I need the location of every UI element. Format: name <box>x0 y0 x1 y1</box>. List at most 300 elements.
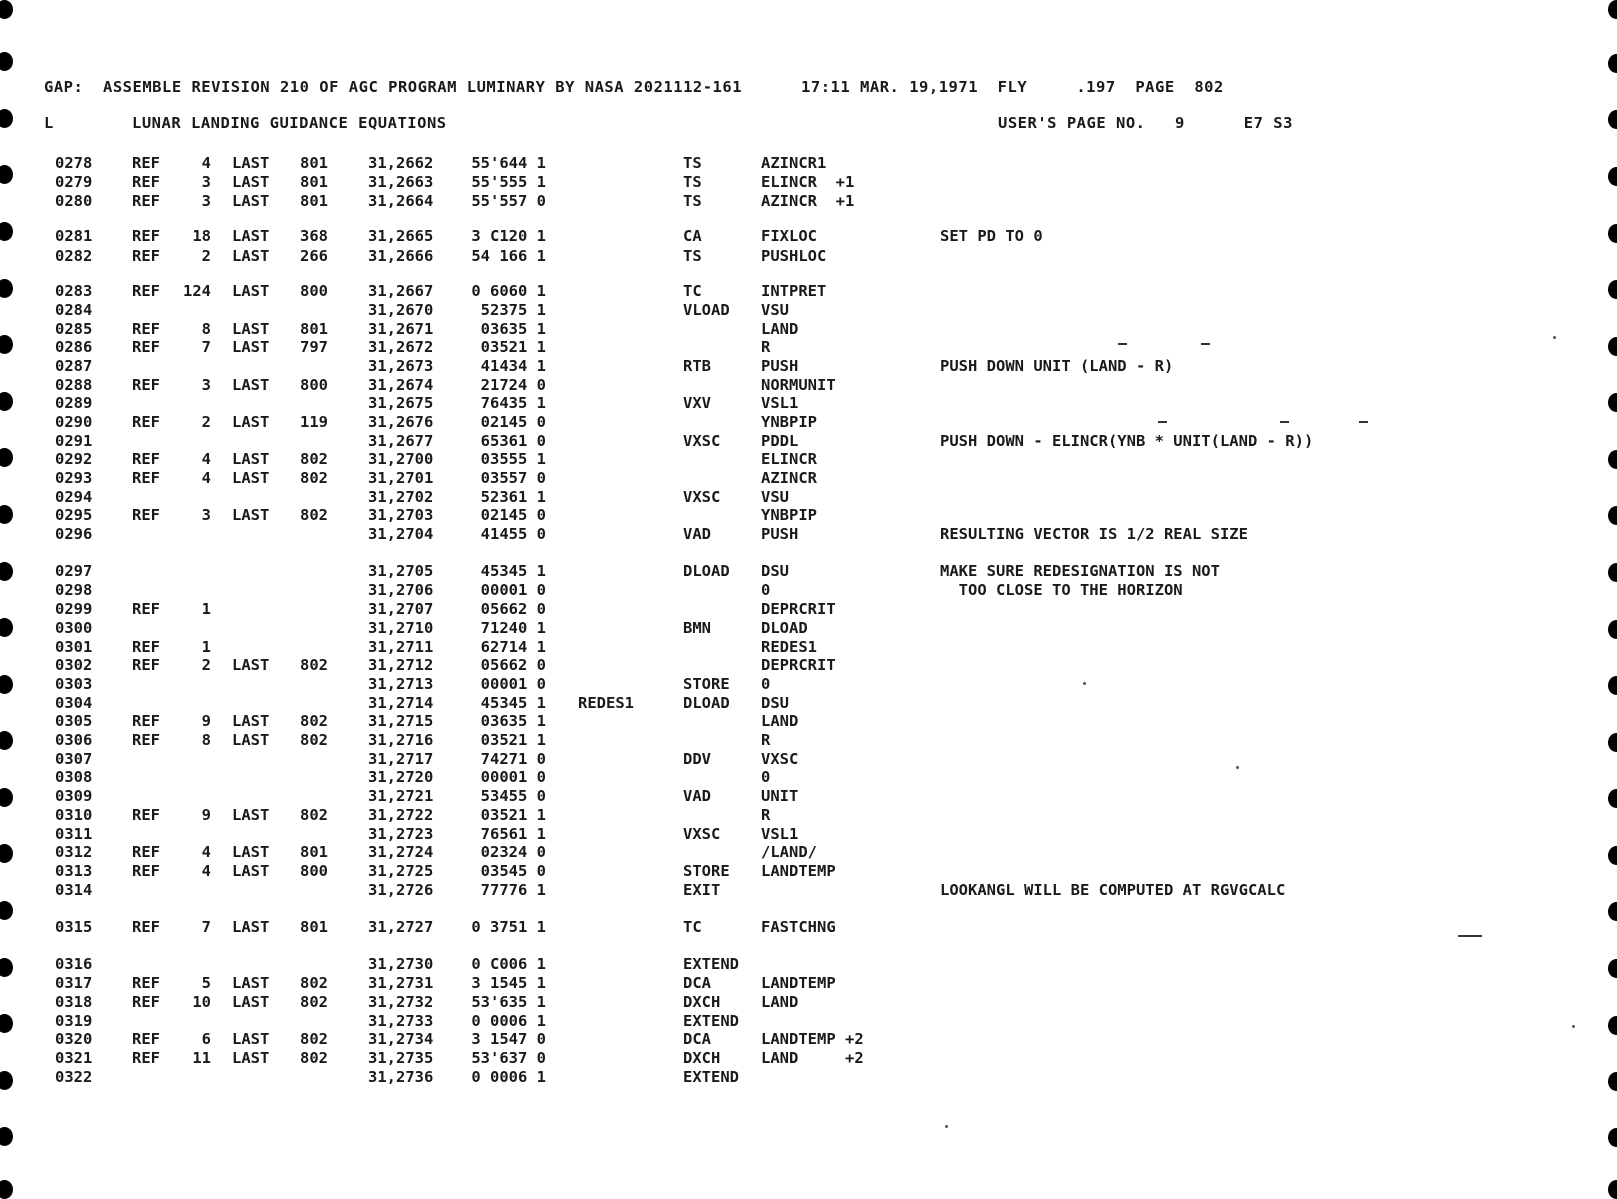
line-oct: 3 C120 1 <box>471 227 546 245</box>
line-num: 0287 <box>55 357 93 375</box>
line-refn: 3 <box>201 173 211 191</box>
header-left-marker: L <box>44 114 54 132</box>
listing-line <box>0 694 1617 713</box>
line-addr: 31,2701 <box>368 469 434 487</box>
line-ref: REF <box>132 506 160 524</box>
line-last: LAST <box>232 247 270 265</box>
listing-line <box>0 488 1617 507</box>
listing-line <box>0 656 1617 675</box>
listing-line <box>0 600 1617 619</box>
line-num: 0302 <box>55 656 93 674</box>
line-num: 0320 <box>55 1030 93 1048</box>
line-last: LAST <box>232 192 270 210</box>
line-operand: 0 <box>761 768 771 786</box>
line-op: TS <box>683 173 702 191</box>
line-num: 0306 <box>55 731 93 749</box>
line-num: 0308 <box>55 768 93 786</box>
line-num: 0310 <box>55 806 93 824</box>
line-oct: 03555 1 <box>480 450 546 468</box>
tractor-hole <box>1608 1128 1617 1147</box>
line-last: LAST <box>232 320 270 338</box>
line-lastn: 801 <box>300 173 328 191</box>
line-addr: 31,2733 <box>368 1012 434 1030</box>
line-num: 0292 <box>55 450 93 468</box>
line-op: TS <box>683 192 702 210</box>
line-refn: 1 <box>201 638 211 656</box>
line-oct: 00001 0 <box>480 768 546 786</box>
line-lastn: 797 <box>300 338 328 356</box>
line-operand: LAND <box>761 320 799 338</box>
line-lastn: 802 <box>300 469 328 487</box>
listing-line <box>0 192 1617 211</box>
line-lastn: 800 <box>300 282 328 300</box>
line-num: 0295 <box>55 506 93 524</box>
line-oct: 53455 0 <box>480 787 546 805</box>
line-num: 0294 <box>55 488 93 506</box>
line-refn: 4 <box>201 843 211 861</box>
line-refn: 7 <box>201 338 211 356</box>
line-operand: PDDL <box>761 432 799 450</box>
line-operand: PUSH <box>761 357 799 375</box>
listing-line <box>0 338 1617 357</box>
line-operand: VSU <box>761 488 789 506</box>
line-oct: 03557 0 <box>480 469 546 487</box>
line-oct: 0 6060 1 <box>471 282 546 300</box>
line-ref: REF <box>132 320 160 338</box>
line-num: 0318 <box>55 993 93 1011</box>
line-refn: 2 <box>201 413 211 431</box>
line-addr: 31,2722 <box>368 806 434 824</box>
listing-line <box>0 862 1617 881</box>
line-ref: REF <box>132 413 160 431</box>
line-addr: 31,2711 <box>368 638 434 656</box>
vector-overbar <box>1118 343 1127 345</box>
line-num: 0279 <box>55 173 93 191</box>
line-addr: 31,2730 <box>368 955 434 973</box>
line-oct: 76435 1 <box>480 394 546 412</box>
line-comment: LOOKANGL WILL BE COMPUTED AT RGVGCALC <box>940 881 1286 899</box>
line-refn: 2 <box>201 247 211 265</box>
line-oct: 21724 0 <box>480 376 546 394</box>
line-addr: 31,2727 <box>368 918 434 936</box>
line-operand: /LAND/ <box>761 843 817 861</box>
line-operand: FASTCHNG <box>761 918 836 936</box>
line-num: 0289 <box>55 394 93 412</box>
line-num: 0315 <box>55 918 93 936</box>
line-last: LAST <box>232 918 270 936</box>
line-last: LAST <box>232 862 270 880</box>
line-addr: 31,2677 <box>368 432 434 450</box>
line-refn: 3 <box>201 192 211 210</box>
line-operand: VXSC <box>761 750 799 768</box>
line-oct: 55'644 1 <box>471 154 546 172</box>
line-lastn: 800 <box>300 862 328 880</box>
line-addr: 31,2671 <box>368 320 434 338</box>
line-ref: REF <box>132 247 160 265</box>
line-addr: 31,2670 <box>368 301 434 319</box>
line-refn: 18 <box>192 227 211 245</box>
line-oct: 76561 1 <box>480 825 546 843</box>
line-addr: 31,2706 <box>368 581 434 599</box>
vector-overbar <box>1280 421 1289 423</box>
listing-line <box>0 638 1617 657</box>
line-operand: AZINCR +1 <box>761 192 855 210</box>
line-addr: 31,2732 <box>368 993 434 1011</box>
line-num: 0278 <box>55 154 93 172</box>
tractor-hole <box>0 109 13 128</box>
line-op: VXV <box>683 394 711 412</box>
line-op: BMN <box>683 619 711 637</box>
line-op: VAD <box>683 525 711 543</box>
line-operand: LAND <box>761 712 799 730</box>
line-refn: 11 <box>192 1049 211 1067</box>
line-operand: FIXLOC <box>761 227 817 245</box>
line-num: 0300 <box>55 619 93 637</box>
user-page-info: USER'S PAGE NO. 9 E7 S3 <box>998 114 1293 132</box>
line-last: LAST <box>232 413 270 431</box>
line-ref: REF <box>132 173 160 191</box>
line-op: RTB <box>683 357 711 375</box>
line-comment: RESULTING VECTOR IS 1/2 REAL SIZE <box>940 525 1248 543</box>
line-ref: REF <box>132 862 160 880</box>
tractor-hole <box>1608 110 1617 129</box>
line-oct: 53'637 0 <box>471 1049 546 1067</box>
listing-line <box>0 619 1617 638</box>
line-addr: 31,2735 <box>368 1049 434 1067</box>
line-lastn: 802 <box>300 506 328 524</box>
line-lastn: 802 <box>300 656 328 674</box>
listing-line <box>0 787 1617 806</box>
line-ref: REF <box>132 712 160 730</box>
line-ref: REF <box>132 450 160 468</box>
line-addr: 31,2700 <box>368 450 434 468</box>
vector-overbar <box>1359 421 1368 423</box>
line-last: LAST <box>232 731 270 749</box>
line-lastn: 802 <box>300 806 328 824</box>
tractor-hole <box>0 0 13 19</box>
line-oct: 45345 1 <box>480 562 546 580</box>
line-addr: 31,2663 <box>368 173 434 191</box>
listing-line <box>0 768 1617 787</box>
listing-line <box>0 562 1617 581</box>
line-op: TC <box>683 282 702 300</box>
line-lastn: 801 <box>300 192 328 210</box>
line-oct: 03521 1 <box>480 806 546 824</box>
line-comment: MAKE SURE REDESIGNATION IS NOT <box>940 562 1220 580</box>
line-oct: 03521 1 <box>480 338 546 356</box>
line-operand: VSL1 <box>761 825 799 843</box>
line-op: STORE <box>683 862 730 880</box>
section-title: LUNAR LANDING GUIDANCE EQUATIONS <box>132 114 447 132</box>
line-last: LAST <box>232 338 270 356</box>
line-last: LAST <box>232 656 270 674</box>
line-ref: REF <box>132 918 160 936</box>
line-num: 0290 <box>55 413 93 431</box>
line-oct: 54 166 1 <box>471 247 546 265</box>
line-ref: REF <box>132 656 160 674</box>
line-operand: R <box>761 806 771 824</box>
line-last: LAST <box>232 843 270 861</box>
line-lastn: 801 <box>300 320 328 338</box>
line-refn: 4 <box>201 450 211 468</box>
line-addr: 31,2665 <box>368 227 434 245</box>
line-op: EXIT <box>683 881 721 899</box>
line-addr: 31,2675 <box>368 394 434 412</box>
line-ref: REF <box>132 1049 160 1067</box>
line-operand: DEPRCRIT <box>761 600 836 618</box>
line-oct: 41455 0 <box>480 525 546 543</box>
vector-overbar <box>1201 343 1210 345</box>
line-oct: 3 1547 0 <box>471 1030 546 1048</box>
line-num: 0280 <box>55 192 93 210</box>
line-num: 0317 <box>55 974 93 992</box>
line-op: EXTEND <box>683 1012 739 1030</box>
line-ref: REF <box>132 282 160 300</box>
listing-line <box>0 413 1617 432</box>
line-addr: 31,2702 <box>368 488 434 506</box>
line-op: VXSC <box>683 432 721 450</box>
listing-line <box>0 320 1617 339</box>
line-last: LAST <box>232 974 270 992</box>
line-ref: REF <box>132 154 160 172</box>
line-last: LAST <box>232 1030 270 1048</box>
listing-line <box>0 357 1617 376</box>
line-addr: 31,2713 <box>368 675 434 693</box>
line-addr: 31,2674 <box>368 376 434 394</box>
line-ref: REF <box>132 974 160 992</box>
line-lastn: 802 <box>300 974 328 992</box>
line-num: 0297 <box>55 562 93 580</box>
line-lastn: 802 <box>300 450 328 468</box>
line-op: EXTEND <box>683 1068 739 1086</box>
line-lastn: 800 <box>300 376 328 394</box>
listing-line <box>0 974 1617 993</box>
listing-line <box>0 506 1617 525</box>
line-operand: LAND +2 <box>761 1049 864 1067</box>
line-operand: NORMUNIT <box>761 376 836 394</box>
line-op: EXTEND <box>683 955 739 973</box>
line-operand: LANDTEMP +2 <box>761 1030 864 1048</box>
line-addr: 31,2721 <box>368 787 434 805</box>
line-operand: AZINCR1 <box>761 154 827 172</box>
line-lastn: 801 <box>300 154 328 172</box>
line-oct: 77776 1 <box>480 881 546 899</box>
listing-line <box>0 450 1617 469</box>
listing-line <box>0 675 1617 694</box>
listing-line <box>0 247 1617 266</box>
line-operand: DSU <box>761 562 789 580</box>
tractor-hole <box>0 52 13 71</box>
paper-speck <box>1236 766 1239 769</box>
line-refn: 5 <box>201 974 211 992</box>
listing-line <box>0 301 1617 320</box>
line-ref: REF <box>132 806 160 824</box>
line-oct: 0 3751 1 <box>471 918 546 936</box>
line-num: 0284 <box>55 301 93 319</box>
line-num: 0312 <box>55 843 93 861</box>
line-refn: 8 <box>201 731 211 749</box>
line-operand: LANDTEMP <box>761 974 836 992</box>
line-op: DCA <box>683 1030 711 1048</box>
line-num: 0313 <box>55 862 93 880</box>
line-ref: REF <box>132 600 160 618</box>
line-refn: 3 <box>201 376 211 394</box>
line-op: CA <box>683 227 702 245</box>
line-oct: 03521 1 <box>480 731 546 749</box>
listing-line <box>0 731 1617 750</box>
line-oct: 0 0006 1 <box>471 1012 546 1030</box>
line-lastn: 802 <box>300 712 328 730</box>
line-addr: 31,2723 <box>368 825 434 843</box>
line-oct: 03545 0 <box>480 862 546 880</box>
line-num: 0283 <box>55 282 93 300</box>
line-op: VLOAD <box>683 301 730 319</box>
line-ref: REF <box>132 376 160 394</box>
listing-line <box>0 432 1617 451</box>
line-lastn: 266 <box>300 247 328 265</box>
line-addr: 31,2716 <box>368 731 434 749</box>
line-lastn: 801 <box>300 843 328 861</box>
line-last: LAST <box>232 806 270 824</box>
line-operand: YNBPIP <box>761 413 817 431</box>
line-addr: 31,2714 <box>368 694 434 712</box>
listing-line <box>0 1049 1617 1068</box>
line-addr: 31,2715 <box>368 712 434 730</box>
line-addr: 31,2707 <box>368 600 434 618</box>
line-comment: PUSH DOWN UNIT (LAND - R) <box>940 357 1174 375</box>
listing-line <box>0 227 1617 246</box>
line-operand: INTPRET <box>761 282 827 300</box>
line-last: LAST <box>232 712 270 730</box>
line-op: DLOAD <box>683 562 730 580</box>
line-operand: R <box>761 731 771 749</box>
line-num: 0319 <box>55 1012 93 1030</box>
tractor-hole <box>0 1127 13 1146</box>
listing-line <box>0 843 1617 862</box>
line-operand: LAND <box>761 993 799 1011</box>
line-oct: 00001 0 <box>480 581 546 599</box>
line-last: LAST <box>232 154 270 172</box>
line-oct: 3 1545 1 <box>471 974 546 992</box>
line-oct: 65361 0 <box>480 432 546 450</box>
line-addr: 31,2673 <box>368 357 434 375</box>
line-operand: VSU <box>761 301 789 319</box>
line-operand: DEPRCRIT <box>761 656 836 674</box>
listing-line <box>0 525 1617 544</box>
tractor-hole <box>1608 54 1617 73</box>
line-operand: R <box>761 338 771 356</box>
listing-line <box>0 750 1617 769</box>
line-comment: PUSH DOWN - ELINCR(YNB * UNIT(LAND - R)) <box>940 432 1314 450</box>
line-op: DCA <box>683 974 711 992</box>
line-refn: 7 <box>201 918 211 936</box>
line-oct: 62714 1 <box>480 638 546 656</box>
line-last: LAST <box>232 993 270 1011</box>
line-last: LAST <box>232 227 270 245</box>
line-op: VXSC <box>683 488 721 506</box>
line-op: DLOAD <box>683 694 730 712</box>
line-oct: 00001 0 <box>480 675 546 693</box>
line-operand: LANDTEMP <box>761 862 836 880</box>
line-num: 0322 <box>55 1068 93 1086</box>
listing-line <box>0 282 1617 301</box>
line-num: 0307 <box>55 750 93 768</box>
line-addr: 31,2736 <box>368 1068 434 1086</box>
line-refn: 3 <box>201 506 211 524</box>
line-operand: ELINCR <box>761 450 817 468</box>
line-num: 0299 <box>55 600 93 618</box>
line-oct: 05662 0 <box>480 656 546 674</box>
line-ref: REF <box>132 843 160 861</box>
line-oct: 0 C006 1 <box>471 955 546 973</box>
tractor-hole <box>0 1180 13 1199</box>
line-oct: 55'555 1 <box>471 173 546 191</box>
line-op: VAD <box>683 787 711 805</box>
line-refn: 9 <box>201 806 211 824</box>
line-addr: 31,2667 <box>368 282 434 300</box>
line-last: LAST <box>232 173 270 191</box>
line-operand: VSL1 <box>761 394 799 412</box>
listing-line <box>0 1068 1617 1087</box>
line-last: LAST <box>232 282 270 300</box>
line-oct: 55'557 0 <box>471 192 546 210</box>
line-ref: REF <box>132 731 160 749</box>
listing-line <box>0 581 1617 600</box>
line-op: TC <box>683 918 702 936</box>
line-oct: 02145 0 <box>480 413 546 431</box>
line-oct: 53'635 1 <box>471 993 546 1011</box>
tractor-hole <box>1608 1180 1617 1199</box>
tractor-hole <box>1608 0 1617 19</box>
line-refn: 8 <box>201 320 211 338</box>
listing-line <box>0 712 1617 731</box>
line-operand: 0 <box>761 675 771 693</box>
page-header: GAP: ASSEMBLE REVISION 210 OF AGC PROGRAM LUMINARY BY NASA 2021112-161 17:11 MAR. 19,1971 FLY .197 PAGE 802 <box>44 78 1224 96</box>
line-oct: 74271 0 <box>480 750 546 768</box>
line-last: LAST <box>232 450 270 468</box>
line-operand: 0 <box>761 581 771 599</box>
line-num: 0301 <box>55 638 93 656</box>
line-oct: 05662 0 <box>480 600 546 618</box>
line-addr: 31,2725 <box>368 862 434 880</box>
line-addr: 31,2703 <box>368 506 434 524</box>
line-num: 0293 <box>55 469 93 487</box>
line-addr: 31,2724 <box>368 843 434 861</box>
line-num: 0309 <box>55 787 93 805</box>
listing-line <box>0 955 1617 974</box>
margin-mark <box>1458 935 1482 937</box>
line-lastn: 368 <box>300 227 328 245</box>
line-addr: 31,2666 <box>368 247 434 265</box>
line-operand: PUSH <box>761 525 799 543</box>
line-refn: 9 <box>201 712 211 730</box>
line-oct: 0 0006 1 <box>471 1068 546 1086</box>
paper-speck <box>1083 682 1086 685</box>
paper-speck <box>1553 336 1556 339</box>
line-operand: AZINCR <box>761 469 817 487</box>
listing-line <box>0 154 1617 173</box>
line-addr: 31,2734 <box>368 1030 434 1048</box>
line-op: TS <box>683 154 702 172</box>
line-oct: 03635 1 <box>480 320 546 338</box>
line-oct: 71240 1 <box>480 619 546 637</box>
line-op: DDV <box>683 750 711 768</box>
line-op: TS <box>683 247 702 265</box>
listing-line <box>0 918 1617 937</box>
listing-line <box>0 1030 1617 1049</box>
line-lastn: 802 <box>300 1030 328 1048</box>
line-addr: 31,2717 <box>368 750 434 768</box>
